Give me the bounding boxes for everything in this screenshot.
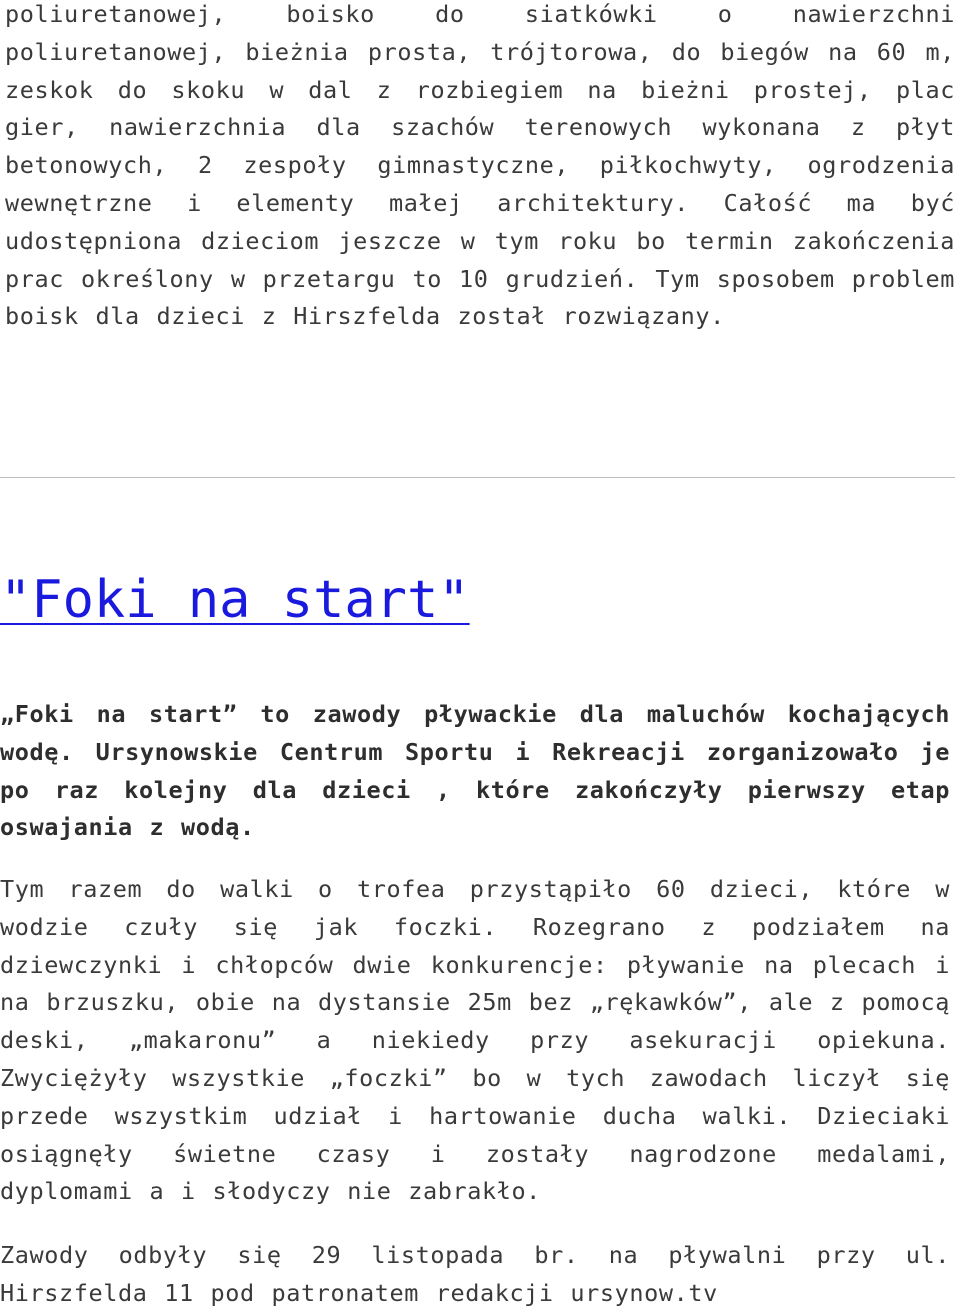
article-body-paragraph: Tym razem do walki o trofea przystąpiło 60 dzieci, które w wodzie czuły się jak foczki. Rozegrano z podziałem na dziewczynki i chłopców dwie konkurencje: pływanie na plecach i na brzuszku, obie na dystansie 25m bez „rękawków”, ale z pomocą deski, „makaronu” a niekiedy przy asekuracji opiekuna. Zwyciężyły wszystkie „foczki” bo w tych zawodach liczył się przede wszystkim udział i hartowanie ducha walki. Dzieciaki osiągnęły świetne czasy i zostały nagrodzone medalami, dyplomami a i słodyczy nie zabrakło.: [0, 875, 950, 1206]
article-closing-paragraph: Zawody odbyły się 29 listopada br. na pływalni przy ul. Hirszfelda 11 pod patronatem redakcji ursynow.tv: [0, 1241, 950, 1307]
section-divider: [0, 477, 955, 478]
article-title-link[interactable]: "Foki na start": [0, 570, 470, 630]
article-title: [0, 565, 470, 635]
article-page: [5, 0, 955, 336]
intro-paragraph: poliuretanowej, boisko do siatkówki o nawierzchni poliuretanowej, bieżnia prosta, trójtorowa, do biegów na 60 m, zeskok do skoku w dal z rozbiegiem na bieżni prostej, plac gier, nawierzchnia dla szachów terenowych wykonana z płyt betonowych, 2 zespoły gimnastyczne, piłkochwyty, ogrodzenia wewnętrzne i elementy małej architektury. Całość ma być udostępniona dzieciom jeszcze w tym roku bo termin zakończenia prac określony w przetargu to 10 grudzień. Tym sposobem problem boisk dla dzieci z Hirszfelda został rozwiązany.: [5, 0, 955, 331]
article-lead: „Foki na start” to zawody pływackie dla maluchów kochających wodę. Ursynowskie Centrum Sportu i Rekreacji zorganizowało je po raz kolejny dla dzieci , które zakończyły pierwszy etap oswajania z wodą.: [0, 700, 950, 842]
